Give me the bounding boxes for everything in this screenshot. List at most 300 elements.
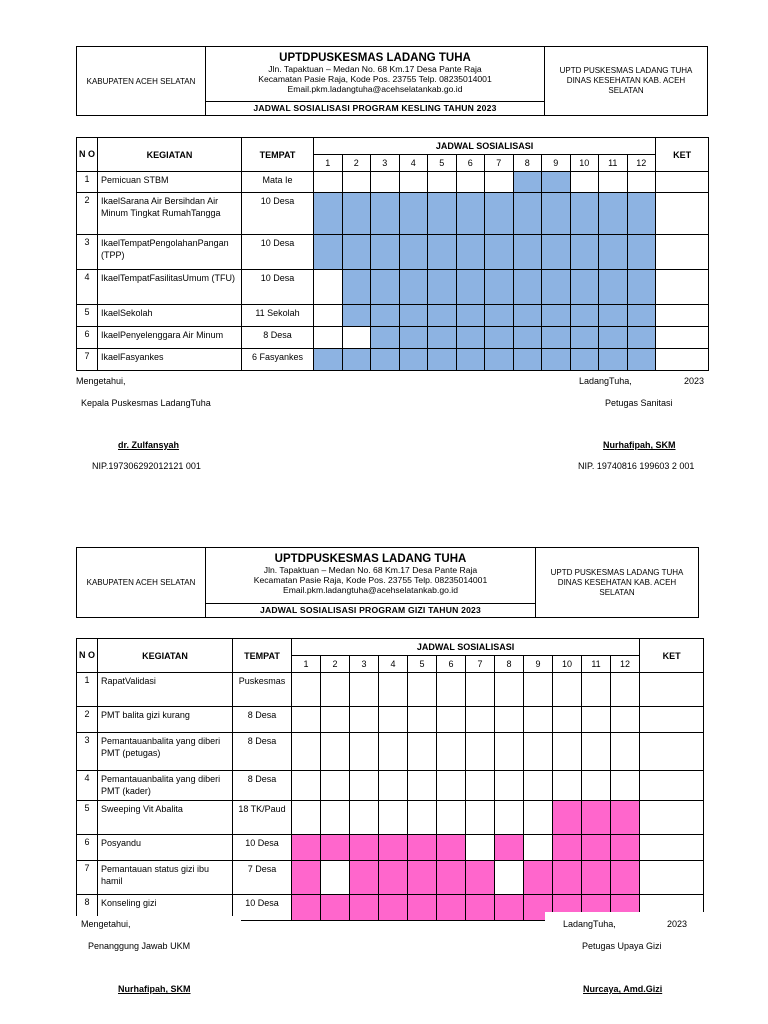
table-row xyxy=(77,861,704,895)
schedule-cell xyxy=(437,771,466,801)
schedule-cell-active xyxy=(456,235,485,270)
schedule-cell xyxy=(437,733,466,771)
month-header: 9 xyxy=(542,155,571,172)
row-number: 6 xyxy=(77,327,98,349)
schedule-cell xyxy=(553,771,582,801)
row-number: 2 xyxy=(77,707,98,733)
schedule-cell xyxy=(342,327,371,349)
schedule-cell-active xyxy=(342,349,371,371)
doc2-header-email: Email.pkm.ladangtuha@acehselatankab.go.id xyxy=(283,585,458,595)
schedule-cell xyxy=(524,835,553,861)
schedule-cell-active xyxy=(627,305,656,327)
doc1-header-address2: Kecamatan Pasie Raja, Kode Pos. 23755 Telp. 08235014001 xyxy=(258,74,492,84)
schedule-cell xyxy=(466,673,495,707)
row-tempat: Puskesmas xyxy=(233,673,292,707)
schedule-cell-active xyxy=(599,305,628,327)
doc2-header-address1: Jln. Tapaktuan – Medan No. 68 Km.17 Desa Pante Raja xyxy=(263,565,478,575)
schedule-cell xyxy=(292,707,321,733)
schedule-cell-active xyxy=(513,305,542,327)
doc1-header-subtitle: JADWAL SOSIALISASI PROGRAM KESLING TAHUN 2023 xyxy=(206,101,544,115)
schedule-cell xyxy=(524,733,553,771)
row-ket xyxy=(656,193,709,235)
doc2-right-name: Nurcaya, Amd.Gizi xyxy=(583,984,663,994)
schedule-cell xyxy=(524,801,553,835)
doc1-header-address1: Jln. Tapaktuan – Medan No. 68 Km.17 Desa Pante Raja xyxy=(268,64,482,74)
row-number: 1 xyxy=(77,673,98,707)
schedule-cell xyxy=(466,835,495,861)
row-ket xyxy=(656,172,709,193)
schedule-cell xyxy=(350,707,379,733)
schedule-cell-active xyxy=(599,327,628,349)
schedule-cell-active xyxy=(524,861,553,895)
schedule-cell-active xyxy=(599,349,628,371)
schedule-cell xyxy=(524,771,553,801)
month-header: 10 xyxy=(570,155,599,172)
schedule-cell xyxy=(350,673,379,707)
schedule-cell xyxy=(321,861,350,895)
schedule-cell-active xyxy=(399,193,428,235)
schedule-cell xyxy=(292,801,321,835)
row-number: 1 xyxy=(77,172,98,193)
doc2-header xyxy=(76,547,699,618)
schedule-cell xyxy=(495,707,524,733)
doc1-right-role: Petugas Sanitasi xyxy=(605,398,673,408)
doc2-mengetahui: Mengetahui, xyxy=(81,919,131,929)
schedule-cell xyxy=(314,270,343,305)
row-number: 7 xyxy=(77,349,98,371)
schedule-cell xyxy=(582,733,611,771)
table-row xyxy=(77,270,709,305)
schedule-cell-active xyxy=(513,349,542,371)
schedule-cell xyxy=(599,172,628,193)
row-ket xyxy=(656,305,709,327)
schedule-cell xyxy=(350,771,379,801)
schedule-cell-active xyxy=(611,801,640,835)
row-ket xyxy=(656,327,709,349)
row-ket xyxy=(640,861,704,895)
schedule-cell xyxy=(342,172,371,193)
schedule-cell-active xyxy=(553,801,582,835)
schedule-cell-active xyxy=(495,835,524,861)
schedule-cell xyxy=(321,733,350,771)
schedule-cell xyxy=(437,673,466,707)
schedule-cell xyxy=(314,172,343,193)
schedule-cell-active xyxy=(379,895,408,921)
row-tempat: 8 Desa xyxy=(233,733,292,771)
month-header: 1 xyxy=(314,155,343,172)
schedule-cell xyxy=(399,172,428,193)
doc1-left-role: Kepala Puskesmas LadangTuha xyxy=(81,398,211,408)
row-kegiatan: Pemantauanbalita yang diberi PMT (petugas) xyxy=(98,733,233,771)
doc2-schedule-table xyxy=(76,638,704,921)
table-row xyxy=(77,771,704,801)
doc1-header-left: KABUPATEN ACEH SELATAN xyxy=(77,47,206,115)
row-tempat: 8 Desa xyxy=(242,327,314,349)
table-row xyxy=(77,349,709,371)
month-header: 4 xyxy=(399,155,428,172)
schedule-cell-active xyxy=(342,270,371,305)
doc2-header-title: UPTDPUSKESMAS LADANG TUHA xyxy=(274,553,467,565)
col-header-kegiatan: KEGIATAN xyxy=(98,138,242,172)
schedule-cell-active xyxy=(611,861,640,895)
month-header: 8 xyxy=(495,656,524,673)
row-kegiatan: RapatValidasi xyxy=(98,673,233,707)
schedule-cell-active xyxy=(371,235,400,270)
schedule-cell-active xyxy=(456,193,485,235)
schedule-cell xyxy=(553,673,582,707)
col-header-ket: KET xyxy=(656,138,709,172)
schedule-cell xyxy=(582,707,611,733)
row-tempat: 6 Fasyankes xyxy=(242,349,314,371)
col-header-kegiatan: KEGIATAN xyxy=(98,639,233,673)
doc2-left-name: Nurhafipah, SKM xyxy=(118,984,191,994)
schedule-cell xyxy=(379,733,408,771)
doc2-header-subtitle: JADWAL SOSIALISASI PROGRAM GIZI TAHUN 2023 xyxy=(206,603,535,617)
schedule-cell-active xyxy=(342,235,371,270)
table-row xyxy=(77,235,709,270)
schedule-cell xyxy=(408,733,437,771)
schedule-cell-active xyxy=(627,270,656,305)
table-row xyxy=(77,835,704,861)
schedule-cell-active xyxy=(582,801,611,835)
month-header: 5 xyxy=(408,656,437,673)
row-number: 4 xyxy=(77,270,98,305)
row-ket xyxy=(656,349,709,371)
schedule-cell-active xyxy=(611,835,640,861)
doc2-header-left: KABUPATEN ACEH SELATAN xyxy=(77,548,206,617)
schedule-cell-active xyxy=(513,235,542,270)
schedule-cell xyxy=(292,673,321,707)
schedule-cell xyxy=(611,771,640,801)
table-row xyxy=(77,733,704,771)
doc2-header-center xyxy=(206,548,536,617)
schedule-cell-active xyxy=(321,835,350,861)
schedule-cell-active xyxy=(570,305,599,327)
row-tempat: Mata Ie xyxy=(242,172,314,193)
month-header: 3 xyxy=(350,656,379,673)
col-header-jadwal: JADWAL SOSIALISASI xyxy=(292,639,640,656)
schedule-cell-active xyxy=(342,305,371,327)
schedule-cell-active xyxy=(599,270,628,305)
schedule-cell xyxy=(350,733,379,771)
schedule-cell-active xyxy=(292,861,321,895)
table-row xyxy=(77,707,704,733)
row-ket xyxy=(640,707,704,733)
row-ket xyxy=(640,673,704,707)
schedule-cell-active xyxy=(428,327,457,349)
row-number: 4 xyxy=(77,771,98,801)
month-header: 4 xyxy=(379,656,408,673)
doc1-year: 2023 xyxy=(684,376,705,386)
row-ket xyxy=(656,270,709,305)
month-header: 11 xyxy=(582,656,611,673)
schedule-cell-active xyxy=(399,235,428,270)
row-kegiatan: IkaelTempatFasilitasUmum (TFU) xyxy=(98,270,242,305)
schedule-cell xyxy=(495,733,524,771)
table-row xyxy=(77,673,704,707)
month-header: 7 xyxy=(485,155,514,172)
row-ket xyxy=(640,801,704,835)
schedule-cell-active xyxy=(428,349,457,371)
doc1-header-center xyxy=(206,47,545,115)
schedule-cell-active xyxy=(513,172,542,193)
schedule-cell-active xyxy=(582,861,611,895)
schedule-cell-active xyxy=(292,835,321,861)
schedule-cell-active xyxy=(379,861,408,895)
schedule-cell xyxy=(466,771,495,801)
table-row xyxy=(77,801,704,835)
schedule-cell xyxy=(408,673,437,707)
schedule-cell xyxy=(321,707,350,733)
doc1-header-email: Email.pkm.ladangtuha@acehselatankab.go.id xyxy=(287,84,463,94)
schedule-cell-active xyxy=(553,835,582,861)
schedule-cell xyxy=(379,707,408,733)
row-number: 8 xyxy=(77,895,98,921)
doc2-right-role: Petugas Upaya Gizi xyxy=(582,941,662,951)
schedule-cell-active xyxy=(513,327,542,349)
schedule-cell-active xyxy=(350,895,379,921)
doc2-header-address2: Kecamatan Pasie Raja, Kode Pos. 23755 Telp. 08235014001 xyxy=(253,575,488,585)
doc2-header-right: UPTD PUSKESMAS LADANG TUHA DINAS KESEHATAN KAB. ACEH SELATAN xyxy=(550,567,684,597)
schedule-cell-active xyxy=(627,349,656,371)
row-kegiatan: IkaelFasyankes xyxy=(98,349,242,371)
row-kegiatan: IkaelSarana Air Bersihdan Air Minum Tingkat RumahTangga xyxy=(98,193,242,235)
schedule-cell xyxy=(553,707,582,733)
row-tempat: 18 TK/Paud xyxy=(233,801,292,835)
month-header: 2 xyxy=(342,155,371,172)
month-header: 1 xyxy=(292,656,321,673)
schedule-cell-active xyxy=(513,270,542,305)
schedule-cell-active xyxy=(437,835,466,861)
schedule-cell-active xyxy=(408,861,437,895)
schedule-cell-active xyxy=(542,235,571,270)
schedule-cell-active xyxy=(437,895,466,921)
month-header: 8 xyxy=(513,155,542,172)
schedule-cell-active xyxy=(485,235,514,270)
row-ket xyxy=(640,835,704,861)
row-tempat: 8 Desa xyxy=(233,707,292,733)
schedule-cell xyxy=(292,771,321,801)
table-row xyxy=(77,305,709,327)
schedule-cell xyxy=(611,673,640,707)
schedule-cell xyxy=(408,707,437,733)
row-tempat: 10 Desa xyxy=(242,235,314,270)
col-header-tempat: TEMPAT xyxy=(233,639,292,673)
doc1-right-nip: NIP. 19740816 199603 2 001 xyxy=(578,461,695,471)
doc1-right-name: Nurhafipah, SKM xyxy=(603,440,676,450)
month-header: 10 xyxy=(553,656,582,673)
row-ket xyxy=(656,235,709,270)
col-header-ket: KET xyxy=(640,639,704,673)
schedule-cell-active xyxy=(314,235,343,270)
schedule-cell xyxy=(466,733,495,771)
schedule-cell-active xyxy=(428,193,457,235)
schedule-cell-active xyxy=(399,270,428,305)
schedule-cell xyxy=(321,771,350,801)
schedule-cell xyxy=(314,327,343,349)
schedule-cell xyxy=(495,861,524,895)
col-header-no: N O xyxy=(77,138,98,172)
row-number: 2 xyxy=(77,193,98,235)
schedule-cell xyxy=(292,733,321,771)
row-tempat: 7 Desa xyxy=(233,861,292,895)
schedule-cell xyxy=(495,801,524,835)
schedule-cell xyxy=(485,172,514,193)
schedule-cell-active xyxy=(485,327,514,349)
schedule-cell-active xyxy=(466,861,495,895)
schedule-cell xyxy=(495,771,524,801)
row-ket xyxy=(640,733,704,771)
schedule-cell xyxy=(350,801,379,835)
schedule-cell-active xyxy=(542,305,571,327)
month-header: 3 xyxy=(371,155,400,172)
schedule-cell-active xyxy=(321,895,350,921)
schedule-cell-active xyxy=(371,305,400,327)
schedule-cell-active xyxy=(542,172,571,193)
doc1-mengetahui: Mengetahui, xyxy=(76,376,126,386)
table-row xyxy=(77,327,709,349)
schedule-cell xyxy=(321,673,350,707)
row-kegiatan: IkaelTempatPengolahanPangan (TPP) xyxy=(98,235,242,270)
schedule-cell-active xyxy=(582,835,611,861)
doc1-left-nip: NIP.197306292012121 001 xyxy=(92,461,201,471)
row-kegiatan: IkaelPenyelenggara Air Minum xyxy=(98,327,242,349)
col-header-jadwal: JADWAL SOSIALISASI xyxy=(314,138,656,155)
schedule-cell-active xyxy=(350,861,379,895)
row-tempat: 10 Desa xyxy=(233,895,292,921)
month-header: 9 xyxy=(524,656,553,673)
schedule-cell-active xyxy=(428,305,457,327)
row-kegiatan: Konseling gizi xyxy=(98,895,233,921)
schedule-cell-active xyxy=(408,835,437,861)
row-kegiatan: IkaelSekolah xyxy=(98,305,242,327)
row-number: 3 xyxy=(77,733,98,771)
schedule-cell xyxy=(437,707,466,733)
schedule-cell-active xyxy=(350,835,379,861)
schedule-cell-active xyxy=(542,193,571,235)
schedule-cell xyxy=(611,707,640,733)
month-header: 12 xyxy=(627,155,656,172)
doc1-place: LadangTuha, xyxy=(579,376,632,386)
row-number: 3 xyxy=(77,235,98,270)
schedule-cell-active xyxy=(627,327,656,349)
schedule-cell-active xyxy=(542,270,571,305)
schedule-cell xyxy=(524,707,553,733)
schedule-cell xyxy=(466,801,495,835)
month-header: 6 xyxy=(437,656,466,673)
schedule-cell-active xyxy=(553,861,582,895)
row-number: 5 xyxy=(77,801,98,835)
schedule-cell-active xyxy=(627,235,656,270)
row-kegiatan: Pemicuan STBM xyxy=(98,172,242,193)
schedule-cell-active xyxy=(371,349,400,371)
row-number: 5 xyxy=(77,305,98,327)
schedule-cell xyxy=(437,801,466,835)
doc1-schedule-table xyxy=(76,137,709,371)
month-header: 11 xyxy=(599,155,628,172)
schedule-cell-active xyxy=(371,193,400,235)
schedule-cell-active xyxy=(342,193,371,235)
doc2-year: 2023 xyxy=(667,919,688,929)
schedule-cell-active xyxy=(627,193,656,235)
doc1-left-name: dr. Zulfansyah xyxy=(118,440,180,450)
month-header: 2 xyxy=(321,656,350,673)
schedule-cell xyxy=(321,801,350,835)
schedule-cell-active xyxy=(399,327,428,349)
schedule-cell xyxy=(379,673,408,707)
schedule-cell-active xyxy=(428,270,457,305)
col-header-tempat: TEMPAT xyxy=(242,138,314,172)
schedule-cell xyxy=(627,172,656,193)
schedule-cell-active xyxy=(371,270,400,305)
row-tempat: 10 Desa xyxy=(242,193,314,235)
schedule-cell-active xyxy=(399,349,428,371)
schedule-cell xyxy=(408,801,437,835)
schedule-cell xyxy=(495,673,524,707)
schedule-cell-active xyxy=(570,349,599,371)
schedule-cell-active xyxy=(292,895,321,921)
schedule-cell-active xyxy=(570,270,599,305)
month-header: 12 xyxy=(611,656,640,673)
doc2-place: LadangTuha, xyxy=(563,919,616,929)
schedule-cell xyxy=(570,172,599,193)
schedule-cell-active xyxy=(542,327,571,349)
schedule-cell xyxy=(371,172,400,193)
row-ket xyxy=(640,771,704,801)
row-kegiatan: Pemantauan status gizi ibu hamil xyxy=(98,861,233,895)
schedule-cell xyxy=(524,673,553,707)
month-header: 5 xyxy=(428,155,457,172)
schedule-cell xyxy=(553,733,582,771)
row-number: 7 xyxy=(77,861,98,895)
month-header: 7 xyxy=(466,656,495,673)
month-header: 6 xyxy=(456,155,485,172)
schedule-cell xyxy=(582,673,611,707)
row-number: 6 xyxy=(77,835,98,861)
doc1-header-title: UPTDPUSKESMAS LADANG TUHA xyxy=(279,52,471,64)
schedule-cell-active xyxy=(485,193,514,235)
row-kegiatan: Sweeping Vit Abalita xyxy=(98,801,233,835)
schedule-cell-active xyxy=(428,235,457,270)
schedule-cell-active xyxy=(570,193,599,235)
doc2-left-role: Penanggung Jawab UKM xyxy=(88,941,191,951)
table-row xyxy=(77,172,709,193)
schedule-cell-active xyxy=(456,270,485,305)
schedule-cell xyxy=(611,733,640,771)
schedule-cell-active xyxy=(485,270,514,305)
row-tempat: 10 Desa xyxy=(242,270,314,305)
schedule-cell-active xyxy=(456,305,485,327)
schedule-cell-active xyxy=(437,861,466,895)
schedule-cell-active xyxy=(542,349,571,371)
row-kegiatan: Posyandu xyxy=(98,835,233,861)
schedule-cell-active xyxy=(371,327,400,349)
doc1-header xyxy=(76,46,708,116)
row-kegiatan: PMT balita gizi kurang xyxy=(98,707,233,733)
schedule-cell xyxy=(456,172,485,193)
schedule-cell-active xyxy=(408,895,437,921)
schedule-cell-active xyxy=(314,193,343,235)
row-tempat: 11 Sekolah xyxy=(242,305,314,327)
schedule-cell xyxy=(408,771,437,801)
schedule-cell-active xyxy=(456,349,485,371)
schedule-cell xyxy=(466,707,495,733)
schedule-cell-active xyxy=(513,193,542,235)
schedule-cell-active xyxy=(599,193,628,235)
table-row xyxy=(77,193,709,235)
schedule-cell-active xyxy=(485,349,514,371)
schedule-cell-active xyxy=(495,895,524,921)
